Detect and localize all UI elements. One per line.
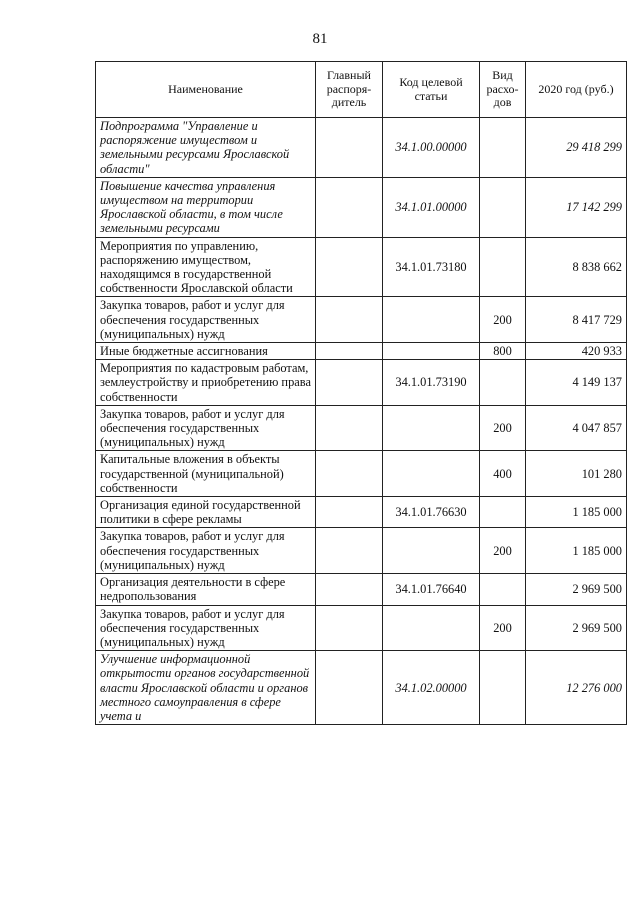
header-main-manager: Главный распоря-дитель — [316, 62, 383, 118]
cell-target-code: 34.1.01.73190 — [383, 360, 480, 406]
cell-target-code: 34.1.02.00000 — [383, 651, 480, 725]
cell-name: Закупка товаров, работ и услуг для обеспечения государственных (муниципальных) нужд — [96, 297, 316, 343]
table-row — [96, 177, 627, 237]
table-row — [96, 297, 627, 343]
cell-name: Подпрограмма "Управление и распоряжение имуществом и земельными ресурсами Ярославской области" — [96, 118, 316, 178]
table-row — [96, 237, 627, 297]
cell-sum: 12 276 000 — [526, 651, 627, 725]
table-row — [96, 528, 627, 574]
cell-target-code — [383, 528, 480, 574]
table-row — [96, 605, 627, 651]
header-expense-type: Вид расхо-дов — [480, 62, 526, 118]
cell-name: Закупка товаров, работ и услуг для обеспечения государственных (муниципальных) нужд — [96, 605, 316, 651]
budget-table — [95, 61, 627, 725]
cell-sum: 1 185 000 — [526, 497, 627, 528]
cell-name: Закупка товаров, работ и услуг для обеспечения государственных (муниципальных) нужд — [96, 405, 316, 451]
cell-expense-type — [480, 118, 526, 178]
cell-target-code: 34.1.01.73180 — [383, 237, 480, 297]
table-row — [96, 651, 627, 725]
cell-name: Повышение качества управления имуществом на территории Ярославской области, в том числе земельными ресурсами — [96, 177, 316, 237]
cell-expense-type: 200 — [480, 297, 526, 343]
cell-sum: 4 047 857 — [526, 405, 627, 451]
cell-name: Закупка товаров, работ и услуг для обеспечения государственных (муниципальных) нужд — [96, 528, 316, 574]
cell-sum: 101 280 — [526, 451, 627, 497]
cell-expense-type — [480, 497, 526, 528]
cell-main-manager — [316, 497, 383, 528]
cell-expense-type: 400 — [480, 451, 526, 497]
cell-sum: 4 149 137 — [526, 360, 627, 406]
cell-sum: 8 838 662 — [526, 237, 627, 297]
cell-sum: 1 185 000 — [526, 528, 627, 574]
header-year-sum: 2020 год (руб.) — [526, 62, 627, 118]
table-header-row — [96, 62, 627, 118]
cell-expense-type — [480, 177, 526, 237]
cell-expense-type — [480, 360, 526, 406]
cell-main-manager — [316, 118, 383, 178]
table-row — [96, 118, 627, 178]
cell-expense-type: 200 — [480, 528, 526, 574]
page-number: 81 — [312, 31, 328, 47]
cell-expense-type — [480, 574, 526, 605]
cell-main-manager — [316, 605, 383, 651]
cell-name: Улучшение информационной открытости органов государственной власти Ярославской области и органов местного самоуправления в сфере учета и — [96, 651, 316, 725]
cell-target-code: 34.1.00.00000 — [383, 118, 480, 178]
cell-main-manager — [316, 177, 383, 237]
cell-expense-type: 200 — [480, 605, 526, 651]
cell-expense-type — [480, 651, 526, 725]
cell-target-code — [383, 297, 480, 343]
cell-name: Мероприятия по кадастровым работам, землеустройству и приобретению права собственности — [96, 360, 316, 406]
cell-main-manager — [316, 651, 383, 725]
cell-main-manager — [316, 237, 383, 297]
cell-main-manager — [316, 343, 383, 360]
cell-target-code — [383, 405, 480, 451]
cell-sum: 8 417 729 — [526, 297, 627, 343]
cell-main-manager — [316, 574, 383, 605]
cell-name: Организация деятельности в сфере недропользования — [96, 574, 316, 605]
cell-main-manager — [316, 297, 383, 343]
header-name: Наименование — [96, 62, 316, 118]
cell-name: Организация единой государственной политики в сфере рекламы — [96, 497, 316, 528]
cell-sum: 2 969 500 — [526, 605, 627, 651]
cell-target-code — [383, 605, 480, 651]
table-row — [96, 574, 627, 605]
cell-sum: 17 142 299 — [526, 177, 627, 237]
table-row — [96, 343, 627, 360]
cell-target-code — [383, 451, 480, 497]
table-row — [96, 360, 627, 406]
cell-main-manager — [316, 405, 383, 451]
cell-target-code — [383, 343, 480, 360]
cell-main-manager — [316, 528, 383, 574]
cell-name: Мероприятия по управлению, распоряжению имуществом, находящимся в государственной собственности Ярославской области — [96, 237, 316, 297]
cell-sum: 420 933 — [526, 343, 627, 360]
table-row — [96, 405, 627, 451]
cell-expense-type: 800 — [480, 343, 526, 360]
cell-name: Иные бюджетные ассигнования — [96, 343, 316, 360]
cell-expense-type: 200 — [480, 405, 526, 451]
cell-main-manager — [316, 360, 383, 406]
table-row — [96, 497, 627, 528]
cell-sum: 29 418 299 — [526, 118, 627, 178]
cell-target-code: 34.1.01.76640 — [383, 574, 480, 605]
cell-target-code: 34.1.01.76630 — [383, 497, 480, 528]
cell-target-code: 34.1.01.00000 — [383, 177, 480, 237]
cell-name: Капитальные вложения в объекты государственной (муниципальной) собственности — [96, 451, 316, 497]
header-target-code: Код целевой статьи — [383, 62, 480, 118]
cell-expense-type — [480, 237, 526, 297]
table-row — [96, 451, 627, 497]
cell-sum: 2 969 500 — [526, 574, 627, 605]
cell-main-manager — [316, 451, 383, 497]
